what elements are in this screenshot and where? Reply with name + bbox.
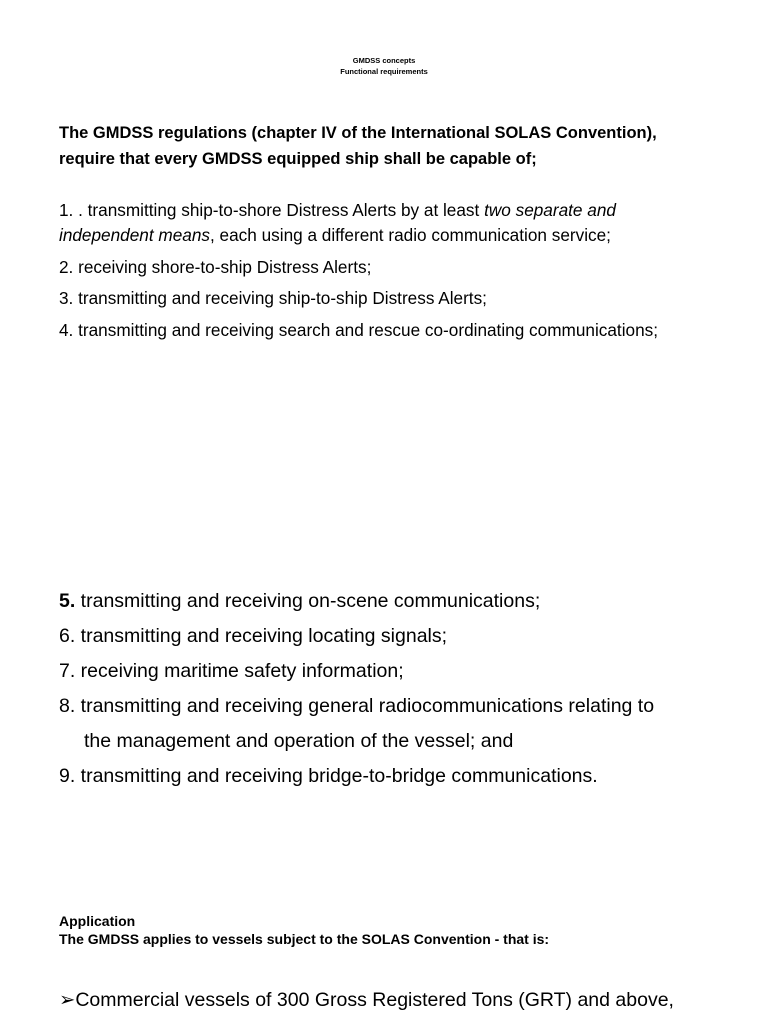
item-5-number: 5. xyxy=(59,590,76,612)
list-item-1-line-1 xyxy=(59,200,616,221)
item-5-text: transmitting and receiving on-scene communications; xyxy=(75,590,541,612)
application-text: The GMDSS applies to vessels subject to the SOLAS Convention - that is: xyxy=(59,931,550,947)
list-item-6: 6. transmitting and receiving locating signals; xyxy=(59,625,448,647)
list-item-8-line-2: the management and operation of the vessel; and xyxy=(84,730,514,752)
item-1-prefix: 1. . transmitting ship-to-shore Distress Alerts by at least xyxy=(59,200,485,220)
list-item-8-line-1: 8. transmitting and receiving general radiocommunications relating to xyxy=(59,695,655,717)
page-header-subtitle: Functional requirements xyxy=(340,67,428,76)
item-1-italic-b: independent means xyxy=(59,225,210,245)
intro-line-2: require that every GMDSS equipped ship shall be capable of; xyxy=(59,150,537,168)
arrow-bullet-icon: ➢ xyxy=(59,989,76,1011)
list-item-2: 2. receiving shore-to-ship Distress Alerts; xyxy=(59,257,372,277)
list-item-5 xyxy=(59,590,540,613)
list-item-3: 3. transmitting and receiving ship-to-ship Distress Alerts; xyxy=(59,288,487,308)
list-item-1-line-2 xyxy=(59,225,611,246)
list-item-4: 4. transmitting and receiving search and rescue co-ordinating communications; xyxy=(59,320,659,340)
item-1-italic-a: two separate and xyxy=(484,200,616,220)
item-1-suffix: , each using a different radio communication service; xyxy=(210,225,611,245)
list-item-7: 7. receiving maritime safety information; xyxy=(59,660,404,682)
bullet-item-1 xyxy=(59,988,674,1012)
intro-line-1: The GMDSS regulations (chapter IV of the International SOLAS Convention), xyxy=(59,124,657,142)
bullet-item-1-text: Commercial vessels of 300 Gross Registered Tons (GRT) and above, xyxy=(75,989,674,1011)
page-header-title: GMDSS concepts xyxy=(352,56,416,65)
application-heading: Application xyxy=(59,913,136,929)
list-item-9: 9. transmitting and receiving bridge-to-bridge communications. xyxy=(59,765,598,787)
